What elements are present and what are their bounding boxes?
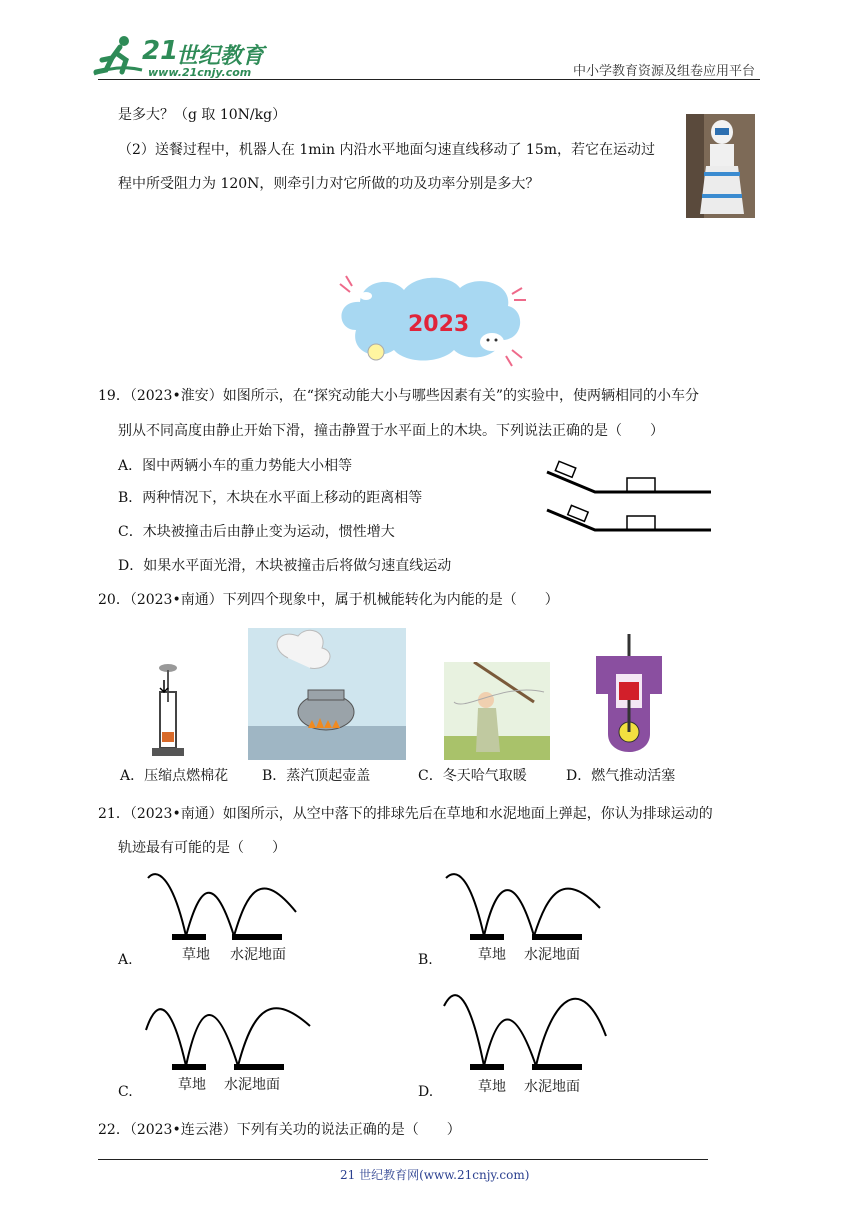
- q19-stem-line1: 19．（2023•淮安）如图所示，在“探究动能大小与哪些因素有关”的实验中，使两辆相同的小车分: [98, 388, 700, 404]
- logo-text: 世纪教育: [176, 44, 265, 69]
- q18-line2: （2）送餐过程中，机器人在 1min 内沿水平地面匀速直线移动了 15m，若它在运动过: [118, 142, 656, 158]
- q21-c-grass-label: 草地: [178, 1077, 206, 1093]
- runner-icon: [92, 34, 144, 78]
- q21-b-grass-label: 草地: [478, 947, 506, 963]
- q21-diagram-c: [144, 1000, 314, 1072]
- q21-b-cement-label: 水泥地面: [524, 947, 580, 963]
- q21-a-cement-label: 水泥地面: [230, 947, 286, 963]
- logo-url: www.21cnjy.com: [148, 66, 252, 79]
- q20-image-a: [146, 662, 190, 762]
- q21-d-grass-label: 草地: [478, 1079, 506, 1095]
- q20-image-c: [444, 662, 550, 760]
- q20-image-d: [592, 634, 666, 762]
- q21-d-cement-label: 水泥地面: [524, 1079, 580, 1095]
- q21-option-d-label: D.: [418, 1084, 434, 1100]
- q19-option-d: D．如果水平面光滑，木块被撞击后将做匀速直线运动: [118, 558, 452, 574]
- footer-text: 21 世纪教育网(www.21cnjy.com): [340, 1168, 530, 1182]
- robot-image: [686, 114, 755, 218]
- banner-year: 2023: [408, 312, 470, 337]
- q21-option-b-label: B.: [418, 952, 433, 968]
- q21-a-grass-label: 草地: [182, 947, 210, 963]
- header-divider: [98, 79, 760, 80]
- q21-c-cement-label: 水泥地面: [224, 1077, 280, 1093]
- q21-diagram-d: [442, 986, 608, 1072]
- q21-stem-line1: 21．（2023•南通）如图所示，从空中落下的排球先后在草地和水泥地面上弹起，你认为排球运动的: [98, 806, 713, 822]
- q21-option-c-label: C.: [118, 1084, 133, 1100]
- site-logo: [92, 34, 272, 80]
- logo-number: 21: [142, 36, 179, 66]
- q19-option-c: C．木块被撞击后由静止变为运动，惯性增大: [118, 524, 395, 540]
- q19-option-a: A．图中两辆小车的重力势能大小相等: [118, 458, 353, 474]
- q19-option-b: B．两种情况下，木块在水平面上移动的距离相等: [118, 490, 423, 506]
- q21-diagram-a: [146, 872, 306, 944]
- q20-caption-a: A．压缩点燃棉花: [120, 768, 229, 784]
- q18-line3: 程中所受阻力为 120N，则牵引力对它所做的功及功率分别是多大？: [118, 176, 540, 192]
- q21-stem-line2: 轨迹最有可能的是（ ）: [118, 840, 286, 856]
- ramp-diagram: [545, 458, 713, 540]
- q20-caption-b: B．蒸汽顶起壶盖: [262, 768, 371, 784]
- q21-option-a-label: A.: [118, 952, 133, 968]
- q20-image-b: [248, 628, 406, 760]
- year-banner: [326, 270, 532, 370]
- q21-diagram-b: [444, 872, 604, 944]
- q20-stem: 20．（2023•南通）下列四个现象中，属于机械能转化为内能的是（ ）: [98, 592, 559, 608]
- q19-stem-line2: 别从不同高度由静止开始下滑，撞击静置于水平面上的木块。下列说法正确的是（ ）: [118, 423, 664, 439]
- q20-caption-d: D．燃气推动活塞: [566, 768, 676, 784]
- q22-stem: 22．（2023•连云港）下列有关功的说法正确的是（ ）: [98, 1122, 461, 1138]
- footer-divider: [98, 1159, 708, 1160]
- header-platform-text: 中小学教育资源及组卷应用平台: [573, 64, 756, 79]
- q20-caption-c: C．冬天哈气取暖: [418, 768, 527, 784]
- q18-line1: 是多大？（g 取 10N/kg）: [118, 107, 287, 123]
